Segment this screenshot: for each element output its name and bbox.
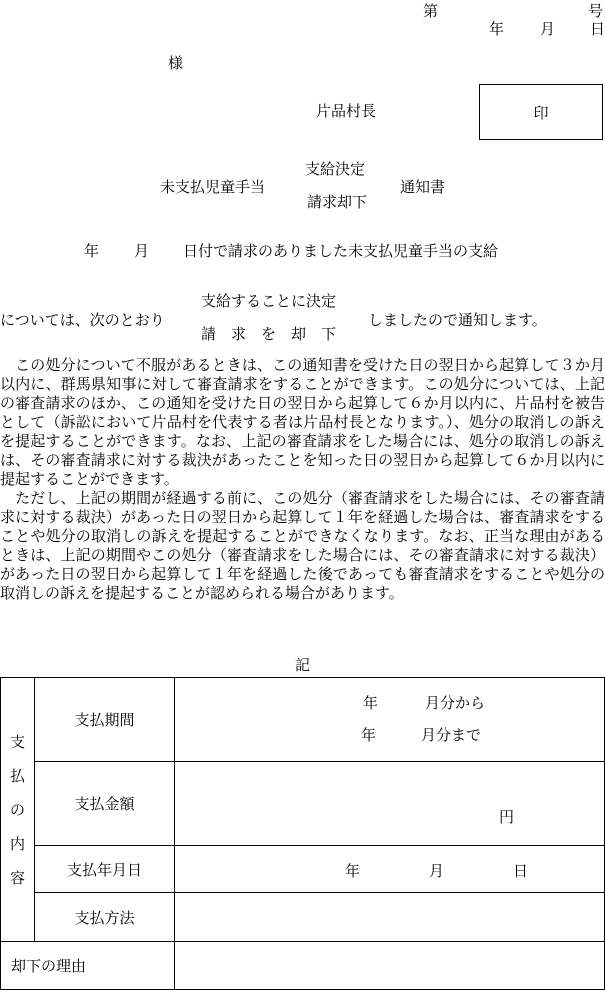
addressee-suffix: 様 [168, 54, 184, 72]
title-main-left: 未支払児童手当 [160, 178, 266, 196]
title-option-decide: 支給決定 [305, 160, 366, 178]
amount-value: 円 [175, 762, 605, 846]
intro-option-decide: 支給することに決定 [201, 292, 337, 310]
ki-label: 記 [295, 656, 311, 674]
date-value: 年 月 日 [175, 846, 605, 893]
intro-year: 年 [84, 242, 100, 260]
notice-paragraph-2: ただし、上記の期間が経過する前に、この処分（審査請求をした場合には、その審査請求に対する裁決）があった日の翌日から起算して１年を経過した場合は、審査請求をすることや処分の取消しの訴えを提起することができなくなります。なお、正当な理由があるときは、上記の期間やこの処分（審査請求をした場合には、その審査請求に対する裁決）があった日の翌日から起算して１年を経過した後であっても審査請求をすることや処分の取消しの訴えを提起することが認められる場合があります。 [0, 489, 605, 602]
stamp-box [479, 84, 603, 140]
reject-reason-value [175, 942, 605, 990]
date-label: 支払年月日 [35, 846, 175, 893]
intro-month: 月 [134, 242, 150, 260]
stamp-label: 印 [533, 103, 549, 122]
amount-label: 支払金額 [35, 762, 175, 846]
payment-details-table [0, 677, 605, 990]
date-year: 年 [489, 20, 505, 38]
date-month: 月 [540, 20, 556, 38]
number-prefix: 第 [423, 2, 439, 20]
group-label-cell: 支 払 の 内 容 [1, 678, 35, 942]
title-option-reject: 請求却下 [307, 193, 368, 211]
period-label: 支払期間 [35, 678, 175, 762]
intro-line2-suffix: しましたので通知します。 [368, 311, 547, 329]
number-suffix: 号 [588, 2, 604, 20]
method-value [175, 893, 605, 942]
notice-block [0, 356, 605, 603]
period-value: 年 月分から 年 月分まで [175, 678, 605, 762]
intro-line1: 日付で請求のありました未支払児童手当の支給 [183, 242, 499, 260]
title-main-right: 通知書 [400, 178, 446, 196]
intro-line2-prefix: については、次のとおり [0, 311, 165, 329]
reject-reason-label: 却下の理由 [1, 942, 175, 990]
issuer: 片品村長 [316, 102, 377, 120]
date-day: 日 [590, 20, 605, 38]
intro-option-reject: 請 求 を 却 下 [201, 325, 337, 343]
notice-paragraph-1: この処分について不服があるときは、この通知書を受けた日の翌日から起算して３か月以内に、群馬県知事に対して審査請求をすることができます。この処分については、上記の審査請求のほか、この通知を受けた日の翌日から起算して６か月以内に、片品村を被告として（訴訟において片品村を代表する者は片品村長となります。）、処分の取消しの訴えを提起することができます。なお、上記の審査請求をした場合には、処分の取消しの訴えは、その審査請求に対する裁決があったことを知った日の翌日から起算して６か月以内に提起することができます。 [0, 356, 605, 488]
method-label: 支払方法 [35, 893, 175, 942]
